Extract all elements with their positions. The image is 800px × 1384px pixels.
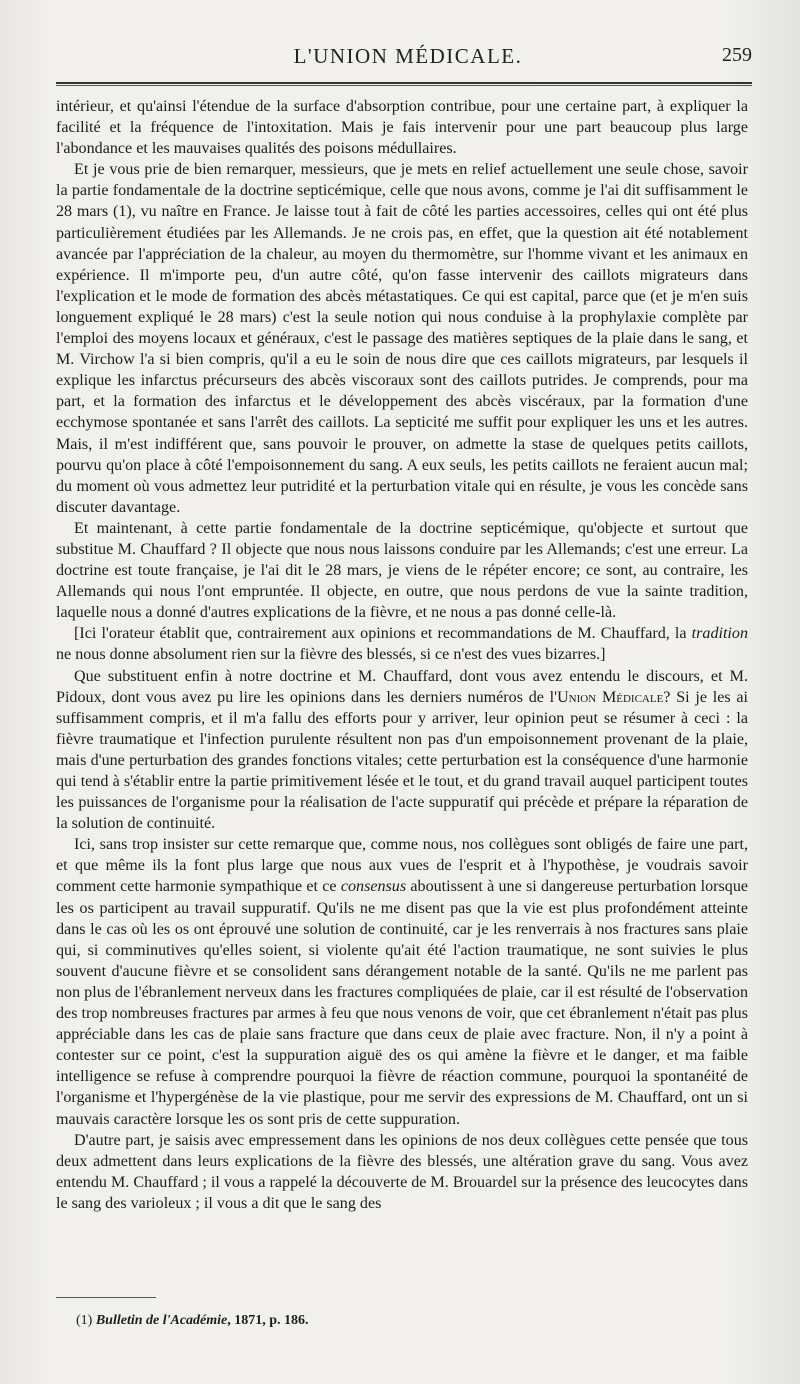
paragraph-text: D'autre part, je saisis avec empressement dans les opinions de nos deux collègues cette pensée que tous deux admettent dans leurs explications de la fièvre des blessés, une altération grave du sang. Vous avez entendu M. Chauffard ; il vous a rappelé la découverte de M. Brouardel sur la présence des leucocytes dans le sang des varioleux ; il vous a dit que le sang des <box>56 1131 748 1212</box>
paragraph-text: ne nous donne absolument rien sur la fièvre des blessés, si ce n'est des vues bizarres.] <box>56 646 606 664</box>
paragraph-text: Et maintenant, à cette partie fondamentale de la doctrine septicémique, qu'objecte et surtout que substitue M. Chauffard ? Il objecte que nous nous laissons conduire par les Allemands; c'est une erreur. La doctrine est toute française, je l'ai dit le 28 mars, je viens de le répéter encore; ce sont, au contraire, les Allemands qui nous l'ont empruntée. Il objecte, en outre, que nous perdons de vue la sainte tradition, laquelle nous a donné d'autres explications de la fièvre, et ne nous a pas donné celle-là. <box>56 519 748 622</box>
footnote-marker: (1) <box>76 1313 93 1328</box>
paragraph-6 <box>56 834 748 1129</box>
running-title: L'UNION MÉDICALE. <box>293 44 523 68</box>
paragraph-2 <box>56 159 748 518</box>
paragraph-5 <box>56 666 748 835</box>
paragraph-3 <box>56 518 748 623</box>
italic-word: tradition <box>691 625 748 643</box>
page-header <box>56 38 760 72</box>
paragraph-1 <box>56 96 748 159</box>
journal-name: Union Médicale <box>557 688 664 706</box>
paragraph-4 <box>56 623 748 665</box>
paragraph-text: ? Si je les ai suffisamment compris, et il m'a fallu des efforts pour y arriver, leur opinion peut se résumer à ceci : la fièvre traumatique et l'infection purulente résultent non pas d'un empoisonnement provenant de la plaie, mais d'une perturbation des grandes fonctions vitales; cette perturbation est la conséquence d'une harmonie qui tend à s'établir entre la partie primitivement lésée et le tout, et du grand travail auquel participent toutes les puissances de l'organisme pour la réalisation de l'acte suppuratif qui précède et prépare la réparation de la solution de continuité. <box>56 688 749 833</box>
page-number: 259 <box>722 44 752 66</box>
paragraph-text: intérieur, et qu'ainsi l'étendue de la surface d'absorption contribue, pour une certaine part, à expliquer la facilité et la fréquence de l'intoxitation. Mais je fais intervenir pour une part beaucoup plus large l'abondance et les mauvaises qualités des poisons médullaires. <box>56 98 748 158</box>
italic-word: consensus <box>340 878 407 896</box>
footnote-rule <box>56 1297 156 1298</box>
paragraph-7 <box>56 1130 748 1214</box>
paragraph-text: [Ici l'orateur établit que, contrairement aux opinions et recommandations de M. Chauffard, la <box>74 625 692 643</box>
footnote-rest: , 1871, p. 186. <box>227 1313 309 1328</box>
header-rule <box>56 82 752 86</box>
paragraph-text: Que substituent enfin à notre doctrine et M. Chauffard, dont vous avez entendu le discours, et M. Pidoux, dont vous avez pu lire les opinions dans les derniers numéros de l' <box>56 667 748 706</box>
footnote <box>76 1312 748 1330</box>
paragraph-text: Et je vous prie de bien remarquer, messieurs, que je mets en relief actuellement une seule chose, savoir la partie fondamentale de la doctrine septicémique, celle que nous avons, comme je l'ai dit suffisamment le 28 mars (1), vu naître en France. Je laisse tout à fait de côté les parties accessoires, celles qui ont été plus particulièrement étudiées par les Allemands. Je ne crois pas, en effet, que la question ait été notablement avancée par l'appréciation de la chaleur, au moyen du thermomètre, sur l'homme vivant et les animaux en expérience. Il m'importe peu, d'un autre côté, qu'on fasse intervenir des caillots migrateurs dans l'explication et le mode de formation des abcès métastatiques. Ce qui est capital, parce que (et je m'en suis longuement expliqué le 28 mars) c'est la seule notion qui nous conduise à la prophylaxie complète par l'emploi des moyens locaux et généraux, c'est le passage des matières septiques de la plaie dans le sang, et M. Virchow l'a si bien compris, qu'il a eu le soin de nous dire que ces caillots migrateurs, par lesquels il explique les infarctus précurseurs des abcès viscoraux sont des caillots putrides. Je comprends, pour ma part, et la formation des infarctus et le développement des abcès viscéraux, par la formation d'une ecchymose spontanée et sans l'arrêt des caillots. La septicité me suffit pour expliquer les uns et les autres. Mais, il m'est indifférent que, sans pouvoir le prouver, on admette la stase de quelques petits caillots, pourvu qu'on place à côté l'empoisonnement du sang. A eux seuls, les petits caillots ne feraient aucun mal; du moment où vous admettez leur putridité et la perturbation vitale qui en résulte, je vous les concède sans discuter davantage. <box>56 161 748 516</box>
article-body <box>56 96 748 1214</box>
footnote-source: Bulletin de l'Académie <box>95 1313 228 1328</box>
paragraph-text: aboutissent à une si dangereuse perturbation lorsque les os participent au travail suppuratif. Qu'ils ne me disent pas que la vie est plus profondément atteinte dans le cas où les os ont éprouvé une solution de continuité, car je les renverrais à nos fractures sans plaie qui, si comminutives qu'elles soient, si violente qu'ait été l'action traumatique, ne sont suivies le plus souvent d'aucune fièvre et se consolident sans dérangement notable de la santé. Qu'ils ne me parlent pas non plus de l'ébranlement nerveux dans les fractures compliquées de plaie, car il est résulté de l'observation des trop nombreuses fractures par armes à feu que nous venons de voir, que cet ébranlement n'était pas plus appréciable dans les cas de plaie sans fracture que dans ceux de plaie avec fracture. Non, il n'y a point à contester sur ce point, c'est la suppuration aiguë des os qui amène la fièvre et le danger, et ma faible intelligence se refuse à comprendre pourquoi la fièvre de réaction commune, pourquoi la spontanéité de l'organisme et l'hypergénèse de la vie plastique, pour me servir des expressions de M. Chauffard, ont un si mauvais caractère lorsque les os sont pris de cette suppuration. <box>56 878 749 1128</box>
paragraph-text: Ici, sans trop insister sur cette remarque que, comme nous, nos collègues sont obligés de faire une part, et que même ils la font plus large que nous aux vues de l'esprit et à l'hypothèse, je voudrais savoir comment cette harmonie sympathique et ce <box>56 836 748 896</box>
